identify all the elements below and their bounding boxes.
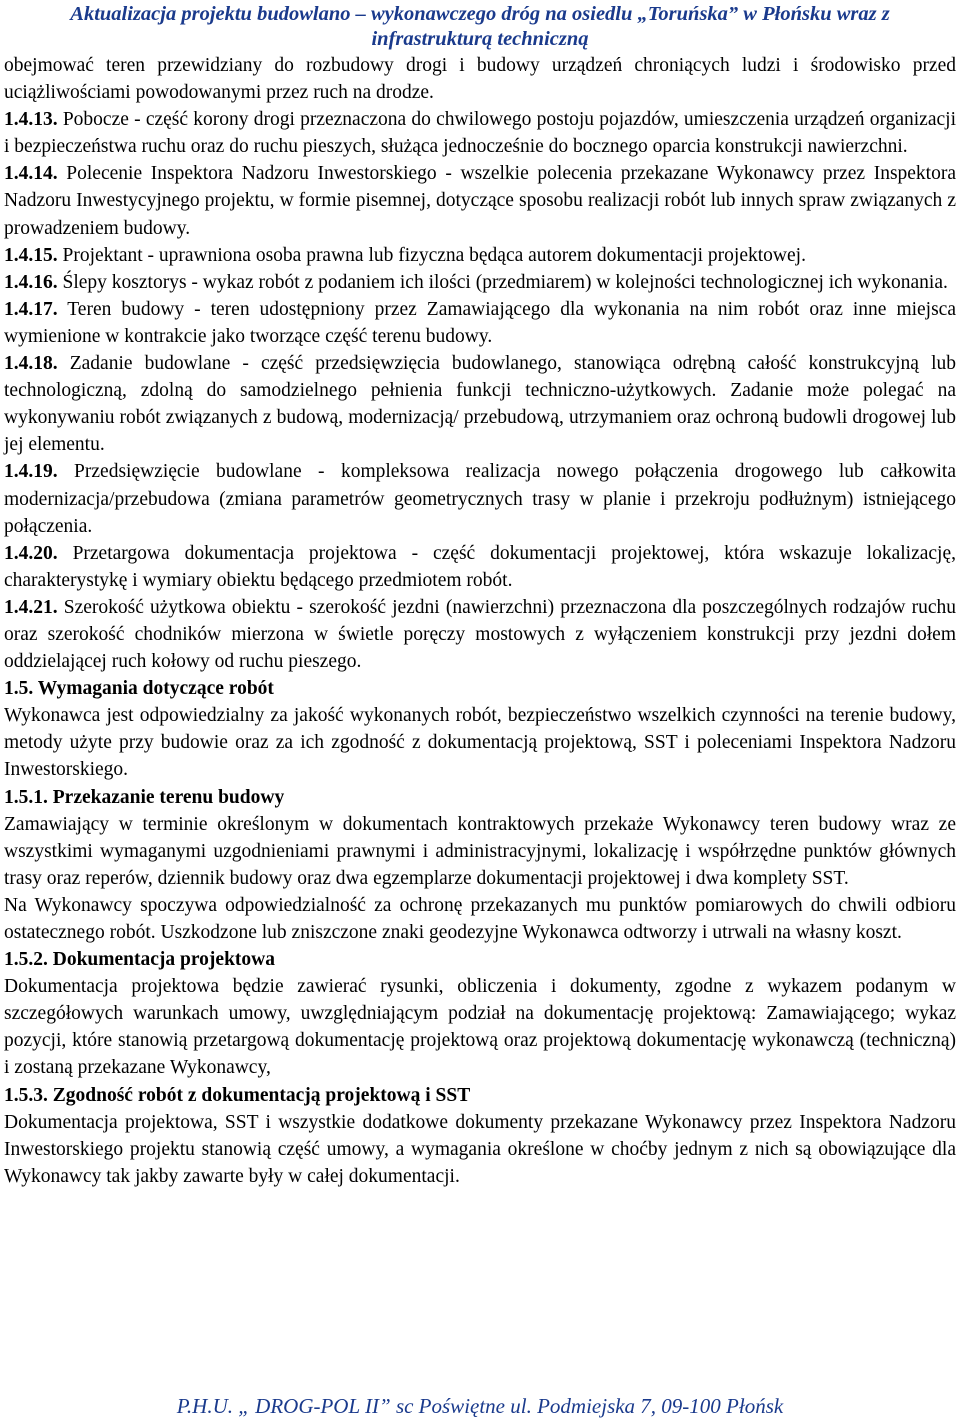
section-heading-1-5-3: 1.5.3. Zgodność robót z dokumentacją projektową i SST (4, 1084, 471, 1106)
header-title-line-2: infrastrukturą techniczną (371, 28, 589, 50)
document-body (4, 52, 956, 1190)
definition-number: 1.4.21. (4, 596, 58, 618)
definition-text: Szerokość użytkowa obiektu - szerokość jezdni (nawierzchni) przeznaczona dla poszczególnych rodzajów ruchu oraz szerokość chodników mierzona w świetle poręczy mostowych z wyłączeniem konstrukcji przy jezdni dołem oddzielającej ruch kołowy od ruchu pieszego. (4, 596, 956, 673)
definition-number: 1.4.15. (4, 244, 58, 266)
definition-1-4-19 (4, 458, 956, 539)
definition-number: 1.4.18. (4, 353, 58, 375)
definition-number: 1.4.20. (4, 542, 58, 564)
definition-1-4-21 (4, 594, 956, 675)
definition-text: Pobocze - część korony drogi przeznaczona do chwilowego postoju pojazdów, umieszczenia urządzeń organizacji i bezpieczeństwa ruchu oraz do ruchu pieszych, służąca jednocześnie do bocznego oparcia konstrukcji nawierzchni. (4, 109, 956, 158)
definition-text: Projektant - uprawniona osoba prawna lub fizyczna będąca autorem dokumentacji projektowej. (57, 244, 806, 266)
page-footer: P.H.U. „ DROG-POL II” sc Poświętne ul. Podmiejska 7, 09-100 Płońsk (176, 1394, 784, 1418)
definition-text: Przetargowa dokumentacja projektowa - część dokumentacji projektowej, która wskazuje lokalizację, charakterystykę i wymiary obiektu będącego przedmiotem robót. (4, 542, 956, 591)
section-heading-1-5-1: 1.5.1. Przekazanie terenu budowy (4, 786, 285, 808)
definition-1-4-17 (4, 296, 956, 350)
section-text-1-5-3: Dokumentacja projektowa, SST i wszystkie dodatkowe dokumenty przekazane Wykonawcy przez Inspektora Nadzoru Inwestorskiego projektu stanowią część umowy, a wymagania określone w choćby jednym z nich są obowiązujące dla Wykonawcy tak jakby zawarte były w całej dokumentacji. (4, 1111, 956, 1187)
definition-number: 1.4.13. (4, 109, 58, 131)
definition-1-4-18 (4, 350, 956, 458)
definition-text: Zadanie budowlane - część przedsięwzięcia budowlanego, stanowiąca odrębną całość konstrukcyjną lub technologiczną, zdolną do samodzielnego pełnienia funkcji techniczno-użytkowych. Zadanie może polegać na wykonywaniu robót związanych z budową, modernizacją/ przebudową, utrzymaniem oraz ochroną budowli drogowej lub jej elementu. (4, 353, 956, 456)
definition-number: 1.4.14. (4, 163, 58, 185)
definition-text: Polecenie Inspektora Nadzoru Inwestorskiego - wszelkie polecenia przekazane Wykonawcy przez Inspektora Nadzoru Inwestycyjnego projektu, w formie pisemnej, dotyczące sposobu realizacji robót lub innych spraw związanych z prowadzeniem budowy. (4, 163, 956, 239)
section-text-1-5-1-b: Na Wykonawcy spoczywa odpowiedzialność za ochronę przekazanych mu punktów pomiarowych do chwili odbioru ostatecznego robót. Uszkodzone lub zniszczone znaki geodezyjne Wykonawca odtworzy i utrwali na własny koszt. (4, 894, 956, 943)
definition-text: Przedsięwzięcie budowlane - kompleksowa realizacja nowego połączenia drogowego lub całkowita modernizacja/przebudowa (zmiana parametrów geometrycznych trasy w planie i przekroju podłużnym) istniejącego połączenia. (4, 461, 956, 537)
definition-number: 1.4.19. (4, 461, 58, 483)
definition-text: Teren budowy - teren udostępniony przez Zamawiającego dla wykonania na nim robót oraz inne miejsca wymienione w kontrakcie jako tworzące część terenu budowy. (4, 298, 956, 347)
paragraph-continuation: obejmować teren przewidziany do rozbudowy drogi i budowy urządzeń chroniących ludzi i środowisko przed uciążliwościami powodowanymi przez ruch na drodze. (4, 55, 956, 104)
definition-number: 1.4.16. (4, 271, 58, 293)
section-text-1-5-1-a: Zamawiający w terminie określonym w dokumentach kontraktowych przekaże Wykonawcy teren budowy wraz ze wszystkimi wymaganymi uzgodnieniami prawnymi i administracyjnymi, lokalizację i współrzędne punktów głównych trasy oraz reperów, dziennik budowy oraz dwa egzemplarze dokumentacji projektowej i dwa komplety SST. (4, 813, 956, 889)
definition-number: 1.4.17. (4, 298, 58, 320)
definition-1-4-16 (4, 269, 956, 296)
section-text-1-5-2: Dokumentacja projektowa będzie zawierać rysunki, obliczenia i dokumenty, zgodne z wykazem podanym w szczegółowych warunkach umowy, uwzględniającym podział na dokumentację projektową: Zamawiającego; wykaz pozycji, które stanowią przetargową dokumentację projektową oraz projektową dokumentację wykonawczą (techniczną) i zostaną przekazane Wykonawcy, (4, 976, 956, 1079)
definition-1-4-13 (4, 106, 956, 160)
definition-1-4-14 (4, 160, 956, 241)
header-title-line-1: Aktualizacja projektu budowlano – wykonawczego dróg na osiedlu „Toruńska” w Płońsku wraz z (70, 3, 890, 25)
definition-1-4-15 (4, 242, 956, 269)
page-header (4, 0, 956, 52)
section-text-1-5: Wykonawca jest odpowiedzialny za jakość wykonanych robót, bezpieczeństwo wszelkich czynności na terenie budowy, metody użyte przy budowie oraz za ich zgodność z dokumentacją projektową, SST i poleceniami Inspektora Nadzoru Inwestorskiego. (4, 705, 956, 781)
section-heading-1-5-2: 1.5.2. Dokumentacja projektowa (4, 949, 276, 971)
definition-text: Ślepy kosztorys - wykaz robót z podaniem ich ilości (przedmiarem) w kolejności technologicznej ich wykonania. (57, 271, 948, 293)
definition-1-4-20 (4, 540, 956, 594)
section-heading-1-5: 1.5. Wymagania dotyczące robót (4, 678, 274, 700)
